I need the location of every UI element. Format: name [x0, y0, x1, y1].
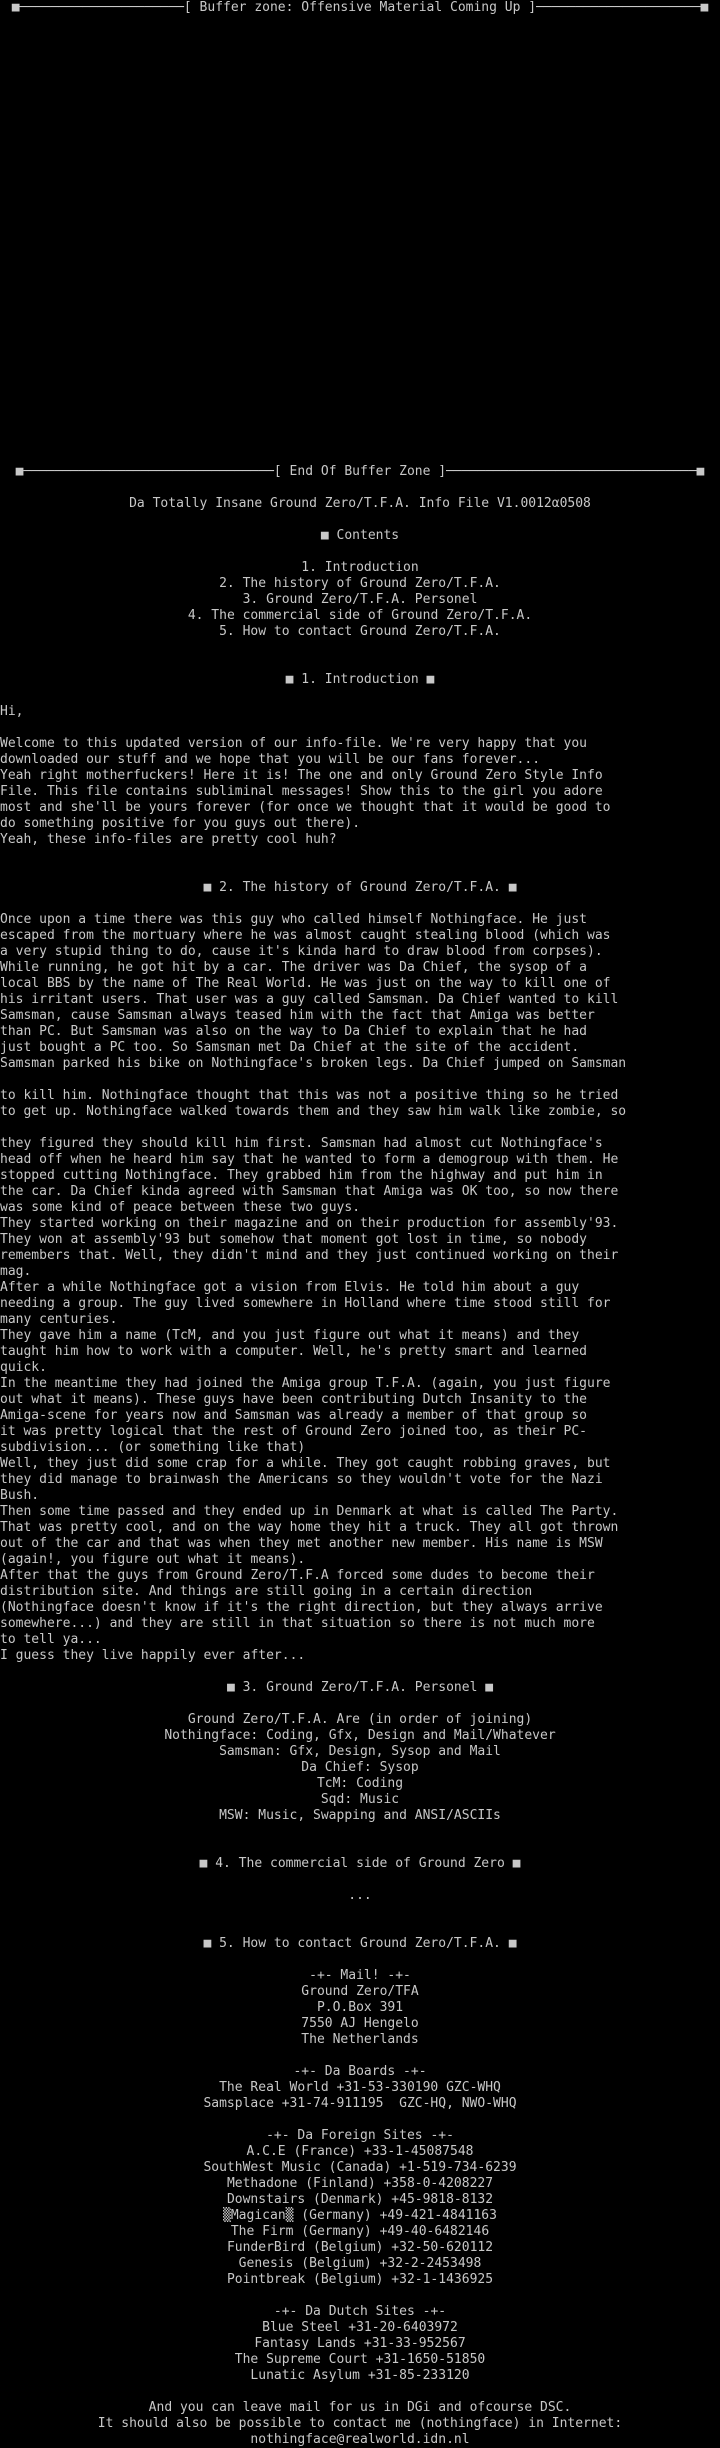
text-line: Ground Zero/TFA — [301, 1984, 419, 1999]
text-line: ■────────────────────────────────[ End Of Buffer Zone ]────────────────────────────────■ — [15, 464, 705, 479]
text-line: ■ 3. Ground Zero/T.F.A. Personel ■ — [226, 1680, 494, 1695]
text-line: head off when he heard him say that he wanted to form a demogroup with them. He — [0, 1152, 619, 1167]
blank-line — [0, 16, 720, 32]
text-line: 4. The commercial side of Ground Zero/T.F.A. — [187, 608, 533, 623]
text-line: was some kind of peace between these two guys. — [0, 1200, 361, 1215]
blank-line — [0, 1840, 720, 1856]
blank-line — [0, 864, 720, 880]
blank-line — [0, 640, 720, 656]
text-line: Da Totally Insane Ground Zero/T.F.A. Info File V1.0012α0508 — [129, 496, 591, 511]
text-line: Downstairs (Denmark) +45-9818-8132 — [226, 2192, 494, 2207]
blank-line — [0, 2384, 720, 2400]
text-line: Blue Steel +31-20-6403972 — [262, 2320, 458, 2335]
text-line: Hi, — [0, 704, 24, 719]
blank-line — [0, 288, 720, 304]
blank-line — [0, 544, 720, 560]
text-line: ■ 5. How to contact Ground Zero/T.F.A. ■ — [203, 1936, 517, 1951]
blank-line — [0, 848, 720, 864]
text-line: to kill him. Nothingface thought that this was not a positive thing so he tried — [0, 1088, 619, 1103]
text-line: Fantasy Lands +31-33-952567 — [254, 2336, 466, 2351]
blank-line — [0, 720, 720, 736]
text-line: -+- Da Foreign Sites -+- — [266, 2128, 454, 2143]
text-line: nothingface@realworld.idn.nl — [250, 2432, 470, 2447]
text-line: ■ 1. Introduction ■ — [285, 672, 435, 687]
blank-line — [0, 1952, 720, 1968]
blank-line — [0, 656, 720, 672]
blank-line — [0, 96, 720, 112]
blank-line — [0, 176, 720, 192]
text-line: File. This file contains subliminal messages! Show this to the girl you adore — [0, 784, 603, 799]
blank-line — [0, 896, 720, 912]
text-line: Samsman, cause Samsman always teased him with the fact that Amiga was better — [0, 1008, 595, 1023]
text-line: somewhere...) and they are still in that situation so there is not much more — [0, 1616, 595, 1631]
blank-line — [0, 240, 720, 256]
text-line: (again!, you figure out what it means). — [0, 1552, 306, 1567]
blank-line — [0, 2112, 720, 2128]
text-line: Da Chief: Sysop — [301, 1760, 419, 1775]
text-line: ■ 4. The commercial side of Ground Zero ■ — [199, 1856, 521, 1871]
blank-line — [0, 272, 720, 288]
blank-line — [0, 1072, 720, 1088]
text-line: it was pretty logical that the rest of Ground Zero joined too, as their PC- — [0, 1424, 587, 1439]
text-line: to tell ya... — [0, 1632, 102, 1647]
text-line: They won at assembly'93 but somehow that moment got lost in time, so nobody — [0, 1232, 587, 1247]
blank-line — [0, 1696, 720, 1712]
text-line: Samsman: Gfx, Design, Sysop and Mail — [219, 1744, 501, 1759]
text-line: out of the car and that was when they met another new member. His name is MSW — [0, 1536, 603, 1551]
text-line: just bought a PC too. So Samsman met Da Chief at the site of the accident. — [0, 1040, 580, 1055]
text-line: After that the guys from Ground Zero/T.F.A forced some dudes to become their — [0, 1568, 595, 1583]
text-line: taught him how to work with a computer. Well, he's pretty smart and learned — [0, 1344, 587, 1359]
text-line: ■─────────────────────[ Buffer zone: Offensive Material Coming Up ]─────────────────────■ — [11, 0, 709, 15]
blank-line — [0, 688, 720, 704]
text-line: do something positive for you guys out there). — [0, 816, 361, 831]
blank-line — [0, 256, 720, 272]
text-line: -+- Da Dutch Sites -+- — [273, 2304, 447, 2319]
blank-line — [0, 416, 720, 432]
text-line: Ground Zero/T.F.A. Are (in order of joining) — [187, 1712, 533, 1727]
blank-line — [0, 304, 720, 320]
text-line: (Nothingface doesn't know if it's the right direction, but they always arrive — [0, 1600, 603, 1615]
text-line: out what it means). These guys have been contributing Dutch Insanity to the — [0, 1392, 587, 1407]
text-line: I guess they live happily ever after... — [0, 1648, 306, 1663]
text-line: The Firm (Germany) +49-40-6482146 — [230, 2224, 490, 2239]
text-line: Yeah right motherfuckers! Here it is! The one and only Ground Zero Style Info — [0, 768, 603, 783]
text-line: Welcome to this updated version of our info-file. We're very happy that you — [0, 736, 587, 751]
blank-line — [0, 128, 720, 144]
blank-line — [0, 480, 720, 496]
text-line: ■ Contents — [320, 528, 400, 543]
blank-line — [0, 352, 720, 368]
text-line: Methadone (Finland) +358-0-4208227 — [226, 2176, 494, 2191]
text-line: -+- Mail! -+- — [309, 1968, 411, 1983]
text-line: Samsman parked his bike on Nothingface's broken legs. Da Chief jumped on Samsman — [0, 1056, 627, 1071]
text-line: than PC. But Samsman was also on the way to Da Chief to explain that he had — [0, 1024, 587, 1039]
blank-line — [0, 1824, 720, 1840]
text-line: Once upon a time there was this guy who called himself Nothingface. He just — [0, 912, 587, 927]
text-line: TcM: Coding — [316, 1776, 404, 1791]
blank-line — [0, 80, 720, 96]
text-line: Well, they just did some crap for a while. They got caught robbing graves, but — [0, 1456, 611, 1471]
blank-line — [0, 192, 720, 208]
text-line: stopped cutting Nothingface. They grabbed him from the highway and put him in — [0, 1168, 603, 1183]
text-line: A.C.E (France) +33-1-45087548 — [246, 2144, 474, 2159]
blank-line — [0, 1664, 720, 1680]
text-line: Samsplace +31-74-911195 GZC-HQ, NWO-WHQ — [203, 2096, 517, 2111]
text-line: ... — [348, 1888, 372, 1903]
text-line: MSW: Music, Swapping and ANSI/ASCIIs — [219, 1808, 501, 1823]
blank-line — [0, 320, 720, 336]
text-line: they figured they should kill him first. Samsman had almost cut Nothingface's — [0, 1136, 603, 1151]
text-line: downloaded our stuff and we hope that you will be our fans forever... — [0, 752, 541, 767]
text-line: 2. The history of Ground Zero/T.F.A. — [219, 576, 501, 591]
text-line: And you can leave mail for us in DGi and ofcourse DSC. — [148, 2400, 572, 2415]
text-line: Sqd: Music — [320, 1792, 400, 1807]
blank-line — [0, 1904, 720, 1920]
text-line: ▒Magican▒ (Germany) +49-421-4841163 — [223, 2208, 497, 2223]
text-line: After a while Nothingface got a vision from Elvis. He told him about a guy — [0, 1280, 580, 1295]
text-line: his irritant users. That user was a guy called Samsman. Da Chief wanted to kill — [0, 992, 619, 1007]
text-line: they did manage to brainwash the Americans so they wouldn't vote for the Nazi — [0, 1472, 603, 1487]
blank-line — [0, 208, 720, 224]
text-line: 1. Introduction — [301, 560, 419, 575]
text-line: remembers that. Well, they didn't mind and they just continued working on their — [0, 1248, 619, 1263]
text-line: Yeah, these info-files are pretty cool huh? — [0, 832, 337, 847]
text-line: to get up. Nothingface walked towards them and they saw him walk like zombie, so — [0, 1104, 627, 1119]
blank-line — [0, 112, 720, 128]
text-line: Nothingface: Coding, Gfx, Design and Mail/Whatever — [164, 1728, 556, 1743]
text-line: 3. Ground Zero/T.F.A. Personel — [242, 592, 478, 607]
text-line: local BBS by the name of The Real World. He was just on the way to kill one of — [0, 976, 611, 991]
blank-line — [0, 1920, 720, 1936]
text-line: Lunatic Asylum +31-85-233120 — [250, 2368, 470, 2383]
blank-line — [0, 2288, 720, 2304]
text-line: While running, he got hit by a car. The driver was Da Chief, the sysop of a — [0, 960, 587, 975]
text-line: The Real World +31-53-330190 GZC-WHQ — [219, 2080, 501, 2095]
text-line: Genesis (Belgium) +32-2-2453498 — [238, 2256, 482, 2271]
text-line: most and she'll be yours forever (for once we thought that it would be good to — [0, 800, 611, 815]
text-line: a very stupid thing to do, cause it's kinda hard to draw blood from corpses). — [0, 944, 603, 959]
text-line: It should also be possible to contact me (nothingface) in Internet: — [97, 2416, 623, 2431]
text-line: Bush. — [0, 1488, 40, 1503]
blank-line — [0, 512, 720, 528]
text-line: That was pretty cool, and on the way home they hit a truck. They all got thrown — [0, 1520, 619, 1535]
blank-line — [0, 144, 720, 160]
blank-line — [0, 1120, 720, 1136]
text-line: -+- Da Boards -+- — [293, 2064, 427, 2079]
text-line: They gave him a name (TcM, and you just figure out what it means) and they — [0, 1328, 580, 1343]
blank-line — [0, 400, 720, 416]
blank-line — [0, 336, 720, 352]
text-line: the car. Da Chief kinda agreed with Samsman that Amiga was OK too, so now there — [0, 1184, 619, 1199]
blank-line — [0, 384, 720, 400]
text-line: Pointbreak (Belgium) +32-1-1436925 — [226, 2272, 494, 2287]
blank-line — [0, 64, 720, 80]
text-line: distribution site. And things are still going in a certain direction — [0, 1584, 533, 1599]
text-line: In the meantime they had joined the Amiga group T.F.A. (again, you just figure — [0, 1376, 611, 1391]
text-line: Amiga-scene for years now and Samsman was already a member of that group so — [0, 1408, 587, 1423]
text-line: 5. How to contact Ground Zero/T.F.A. — [219, 624, 501, 639]
blank-line — [0, 32, 720, 48]
text-line: needing a group. The guy lived somewhere in Holland where time stood still for — [0, 1296, 611, 1311]
text-line: Then some time passed and they ended up in Denmark at what is called The Party. — [0, 1504, 619, 1519]
text-line: The Supreme Court +31-1650-51850 — [234, 2352, 486, 2367]
text-line: mag. — [0, 1264, 32, 1279]
text-line: ■ 2. The history of Ground Zero/T.F.A. ■ — [203, 880, 517, 895]
blank-line — [0, 2048, 720, 2064]
blank-line — [0, 224, 720, 240]
blank-line — [0, 448, 720, 464]
blank-line — [0, 1872, 720, 1888]
blank-line — [0, 48, 720, 64]
text-line: The Netherlands — [301, 2032, 419, 2047]
text-line: P.O.Box 391 — [316, 2000, 404, 2015]
blank-line — [0, 432, 720, 448]
text-line: many centuries. — [0, 1312, 118, 1327]
text-line: SouthWest Music (Canada) +1-519-734-6239 — [203, 2160, 517, 2175]
text-line: FunderBird (Belgium) +32-50-620112 — [226, 2240, 494, 2255]
text-line: escaped from the mortuary where he was almost caught stealing blood (which was — [0, 928, 611, 943]
blank-line — [0, 160, 720, 176]
blank-line — [0, 368, 720, 384]
text-line: subdivision... (or something like that) — [0, 1440, 306, 1455]
text-line: They started working on their magazine and on their production for assembly'93. — [0, 1216, 619, 1231]
text-line: quick. — [0, 1360, 47, 1375]
text-line: 7550 AJ Hengelo — [301, 2016, 419, 2031]
